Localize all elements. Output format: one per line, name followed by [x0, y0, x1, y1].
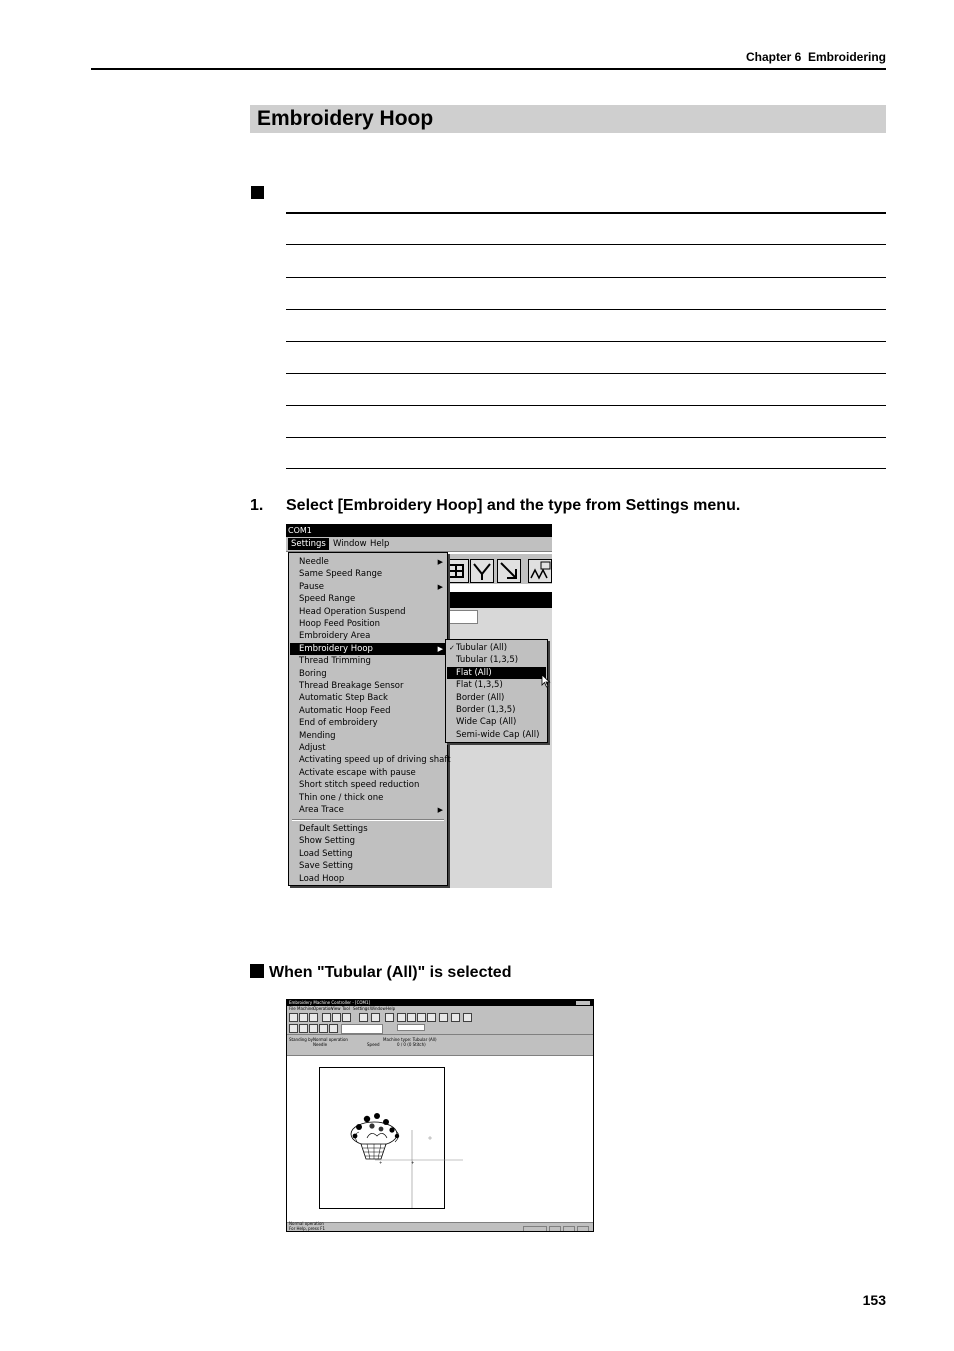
design-canvas[interactable] — [287, 1055, 593, 1223]
main-window-screenshot — [286, 999, 594, 1232]
table-rule — [286, 468, 886, 469]
table-rule — [286, 212, 886, 214]
menu-item[interactable]: Automatic Hoop Feed — [299, 705, 391, 716]
chapter-header: Chapter 6 Embroidering — [745, 50, 886, 64]
menu-item[interactable]: Boring — [299, 668, 327, 679]
frame-icon[interactable] — [407, 1013, 416, 1022]
menu-file[interactable]: File — [289, 1006, 296, 1011]
menu-item[interactable]: End of embroidery — [299, 718, 378, 729]
menu-item[interactable]: Needle ▶ — [299, 557, 443, 567]
branch-icon[interactable] — [417, 1013, 426, 1022]
submenu-item[interactable]: Border (1,3,5) — [456, 705, 516, 715]
settings-menu-screenshot — [286, 524, 552, 888]
status-field — [563, 1226, 575, 1232]
zoom-out-icon[interactable] — [299, 1013, 308, 1022]
menu-help[interactable]: Help — [370, 539, 390, 549]
page-number: 153 — [862, 1292, 886, 1308]
status-field — [523, 1226, 547, 1232]
window-title: COM1 — [286, 524, 552, 537]
toolbar-button[interactable] — [289, 1024, 298, 1033]
mouse-cursor-icon — [541, 674, 551, 688]
panel-header — [448, 592, 552, 608]
menu-item[interactable]: Show Setting — [299, 836, 356, 847]
embroidery-hoop-submenu — [445, 639, 548, 743]
zoom-icon[interactable] — [309, 1013, 318, 1022]
menu-item[interactable]: Same Speed Range — [299, 569, 383, 580]
subsection-title: When "Tubular (All)" is selected — [250, 964, 511, 982]
table-rule — [286, 277, 886, 278]
svg-text:+: + — [411, 1160, 415, 1165]
svg-text:+: + — [379, 1160, 383, 1165]
menu-window[interactable]: Window — [333, 539, 367, 549]
grid-icon — [446, 560, 468, 582]
lock-icon[interactable] — [359, 1013, 368, 1022]
submenu-arrow-icon: ▶ — [437, 644, 443, 653]
submenu-arrow-icon: ▶ — [437, 806, 443, 814]
toolbar-button[interactable] — [329, 1024, 338, 1033]
menu-item[interactable]: Save Setting — [299, 861, 354, 872]
toolbar-button[interactable] — [528, 559, 552, 583]
menu-item[interactable]: Load Setting — [299, 848, 353, 859]
menu-operation[interactable]: Operation — [313, 1006, 333, 1011]
submenu-item-flat-all[interactable]: Flat (All) — [447, 667, 546, 679]
menu-item[interactable]: Speed Range — [299, 594, 356, 605]
menu-item[interactable]: Thread Breakage Sensor — [299, 681, 404, 691]
menu-item[interactable]: Head Operation Suspend — [299, 606, 406, 617]
status-bar: Normal operation For Help, press F1 — [287, 1222, 593, 1231]
menu-tool[interactable]: Tool — [342, 1006, 350, 1011]
toolbar-button[interactable] — [445, 559, 469, 583]
menu-help[interactable]: Help — [386, 1006, 396, 1011]
grid-icon[interactable] — [342, 1013, 351, 1022]
submenu-item[interactable]: Semi-wide Cap (All) — [456, 729, 540, 740]
menu-settings[interactable]: Settings — [353, 1006, 370, 1011]
step-1 — [250, 497, 740, 515]
menu-item[interactable]: Embroidery Area — [299, 631, 371, 642]
pointer-help-icon[interactable] — [463, 1013, 472, 1022]
menu-item[interactable]: Thin one / thick one — [299, 792, 384, 803]
menu-item[interactable]: Adjust — [299, 743, 326, 753]
header-rule — [91, 68, 886, 70]
toolbar-button[interactable] — [497, 559, 521, 583]
menubar — [286, 537, 552, 552]
submenu-item[interactable]: Wide Cap (All) — [456, 717, 517, 728]
arrow-icon[interactable] — [427, 1013, 436, 1022]
step-text: Select [Embroidery Hoop] and the type from Settings menu. — [286, 497, 741, 514]
section-title: Embroidery Hoop — [250, 105, 886, 133]
menu-settings[interactable]: Settings — [288, 538, 329, 550]
stitch-icon — [529, 560, 551, 582]
window-controls[interactable] — [576, 1001, 590, 1005]
panel-field — [448, 610, 478, 624]
table-rule — [286, 373, 886, 374]
menu-item[interactable]: Activating speed up of driving shaft — [299, 755, 451, 766]
submenu-arrow-icon: ▶ — [437, 558, 443, 566]
menu-item[interactable]: Default Settings — [299, 824, 368, 834]
menu-item[interactable]: Thread Trimming — [299, 656, 371, 667]
menu-item[interactable]: Automatic Step Back — [299, 693, 388, 704]
menu-item[interactable]: Area Trace ▶ — [299, 805, 443, 815]
help-icon[interactable] — [451, 1013, 460, 1022]
submenu-arrow-icon: ▶ — [437, 582, 443, 591]
step-number: 1. — [250, 497, 264, 514]
zoom-in-icon[interactable] — [289, 1013, 298, 1022]
stitch-icon[interactable] — [439, 1013, 448, 1022]
table-rule — [286, 244, 886, 245]
move-icon[interactable] — [332, 1013, 341, 1022]
menu-machine[interactable]: Machine — [297, 1006, 314, 1011]
stop-icon[interactable] — [397, 1013, 406, 1022]
branch-icon — [471, 560, 493, 582]
status-panel: Standing by Normal operation Needle Speed Machine type: Tubular (All) 0 / 0 (0 Stitch) — [287, 1034, 593, 1055]
menu-item[interactable]: Load Hoop — [299, 873, 345, 884]
window-title: Embroidery Machine Controller - [COM1] — [287, 1000, 593, 1006]
toolbar-button[interactable] — [299, 1024, 308, 1033]
embroidery-design — [287, 1056, 593, 1222]
menu-item[interactable]: Mending — [299, 730, 336, 741]
save-icon[interactable] — [371, 1013, 380, 1022]
menu-item-embroidery-hoop[interactable]: Embroidery Hoop ▶ — [290, 643, 446, 655]
status-field — [577, 1226, 589, 1232]
fit-icon[interactable] — [322, 1013, 331, 1022]
menu-item[interactable]: Hoop Feed Position — [299, 619, 380, 629]
status-field — [549, 1226, 561, 1232]
table-rule — [286, 437, 886, 438]
submenu-item[interactable]: ✓ Tubular (All) — [449, 643, 508, 653]
arrow-down-right-icon — [498, 560, 520, 582]
menubar — [287, 1006, 593, 1012]
value-field[interactable] — [397, 1024, 425, 1031]
menu-view[interactable]: View — [331, 1006, 341, 1011]
menu-item[interactable]: Activate escape with pause — [299, 767, 416, 778]
menu-item[interactable]: Short stitch speed reduction — [299, 780, 420, 791]
toolbar-button[interactable] — [470, 559, 494, 583]
submenu-item[interactable]: Border (All) — [456, 692, 505, 703]
bullet-square-icon — [251, 186, 264, 199]
table-rule — [286, 341, 886, 342]
menu-separator — [292, 819, 444, 821]
checkmark-icon: ✓ — [449, 644, 455, 652]
table-rule — [286, 309, 886, 310]
submenu-item[interactable]: Tubular (1,3,5) — [456, 655, 519, 666]
cross-icon[interactable] — [385, 1013, 394, 1022]
bullet-square-icon — [250, 964, 264, 978]
dropdown-field[interactable] — [341, 1024, 383, 1034]
menu-item[interactable]: Pause ▶ — [299, 581, 443, 592]
settings-dropdown — [288, 552, 451, 886]
toolbar-button[interactable] — [319, 1024, 328, 1033]
submenu-item[interactable]: Flat (1,3,5) — [456, 680, 503, 691]
menu-window[interactable]: Window — [370, 1006, 386, 1011]
toolbar-button[interactable] — [309, 1024, 318, 1033]
table-rule — [286, 405, 886, 406]
